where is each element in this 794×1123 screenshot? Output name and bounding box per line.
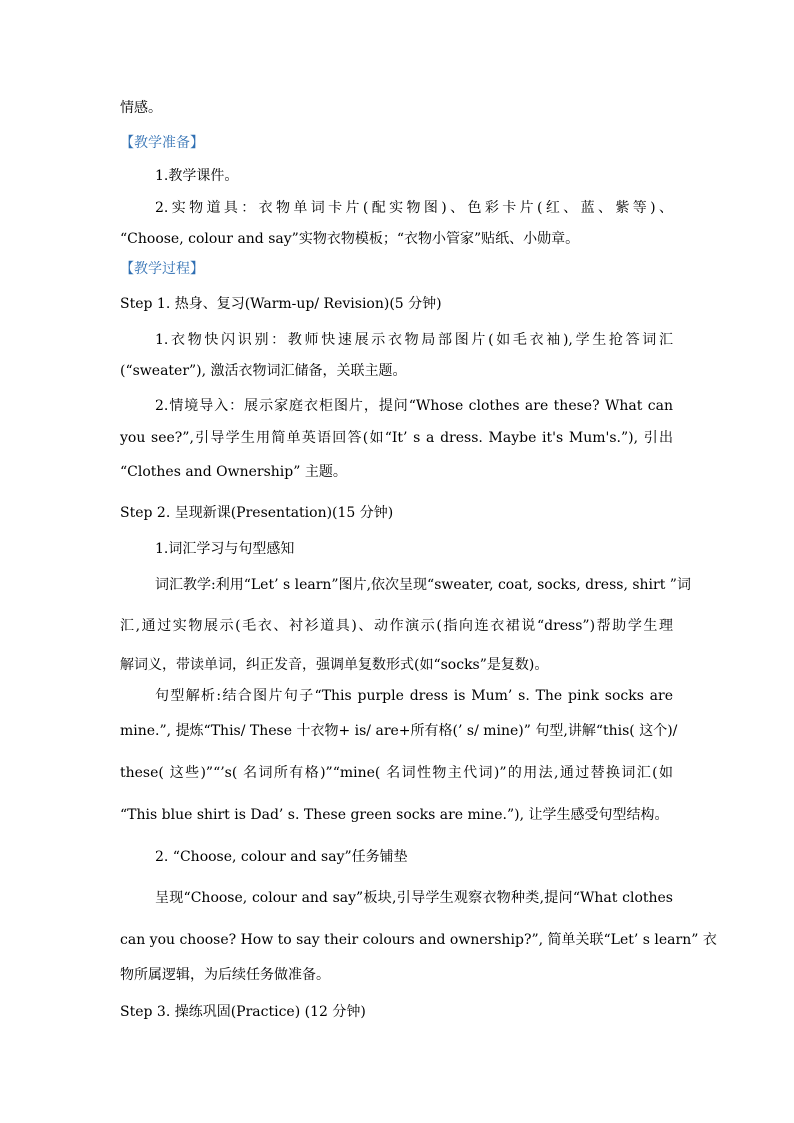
- text-line: 情感。: [120, 100, 162, 116]
- text-line: 2.实物道具：衣物单词卡片(配实物图)、色彩卡片(红、蓝、紫等)、: [155, 200, 673, 216]
- text-line: “Choose, colour and say”实物衣物模板；“衣物小管家”贴纸、小勋章。: [120, 231, 580, 247]
- text-line: mine.”, 提炼“This/ These 十衣物+ is/ are+所有格(’ s/ mine)” 句型,讲解“this( 这个)/: [120, 723, 678, 739]
- text-line: 2.情境导入：展示家庭衣柜图片，提问“Whose clothes are these? What can: [155, 398, 673, 414]
- text-line: 1.教学课件。: [155, 168, 239, 184]
- text-line: “Clothes and Ownership” 主题。: [120, 464, 347, 480]
- text-line: 物所属逻辑，为后续任务做准备。: [120, 967, 330, 983]
- text-line: can you choose? How to say their colours and ownership?”, 简单关联“Let’ s learn” 衣: [120, 932, 717, 948]
- text-line: 1.衣物快闪识别：教师快速展示衣物局部图片(如毛衣袖),学生抢答词汇: [155, 332, 673, 348]
- subsection-heading: 1.词汇学习与句型感知: [155, 541, 295, 557]
- step-heading: Step 3. 操练巩固(Practice) (12 分钟): [120, 1004, 366, 1020]
- step-heading: Step 1. 热身、复习(Warm-up/ Revision)(5 分钟): [120, 296, 442, 312]
- text-line: “This blue shirt is Dad’ s. These green socks are mine.”), 让学生感受句型结构。: [120, 807, 669, 823]
- text-line: 汇,通过实物展示(毛衣、衬衫道具)、动作演示(指向连衣裙说“dress”)帮助学生理: [120, 618, 673, 634]
- text-line: (“sweater”), 激活衣物词汇储备，关联主题。: [120, 363, 407, 379]
- section-heading: 【教学准备】: [120, 135, 204, 151]
- text-line: these( 这些)”“’s( 名词所有格)”“mine( 名词性物主代词)”的用法,通过替换词汇(如: [120, 765, 673, 781]
- step-heading: Step 2. 呈现新课(Presentation)(15 分钟): [120, 505, 394, 521]
- text-line: 解词义，带读单词，纠正发音，强调单复数形式(如“socks”是复数)。: [120, 657, 549, 673]
- text-line: 呈现“Choose, colour and say”板块,引导学生观察衣物种类,提问“What clothes: [155, 890, 673, 906]
- text-line: 词汇教学:利用“Let’ s learn”图片,依次呈现“sweater, coat, socks, dress, shirt ”词: [155, 577, 691, 593]
- section-heading: 【教学过程】: [120, 261, 204, 277]
- text-line: 句型解析:结合图片句子“This purple dress is Mum’ s. The pink socks are: [155, 688, 673, 704]
- text-line: you see?”,引导学生用简单英语回答(如“It’ s a dress. Maybe it's Mum's.”), 引出: [120, 430, 673, 446]
- subsection-heading: 2. “Choose, colour and say”任务铺垫: [155, 849, 408, 865]
